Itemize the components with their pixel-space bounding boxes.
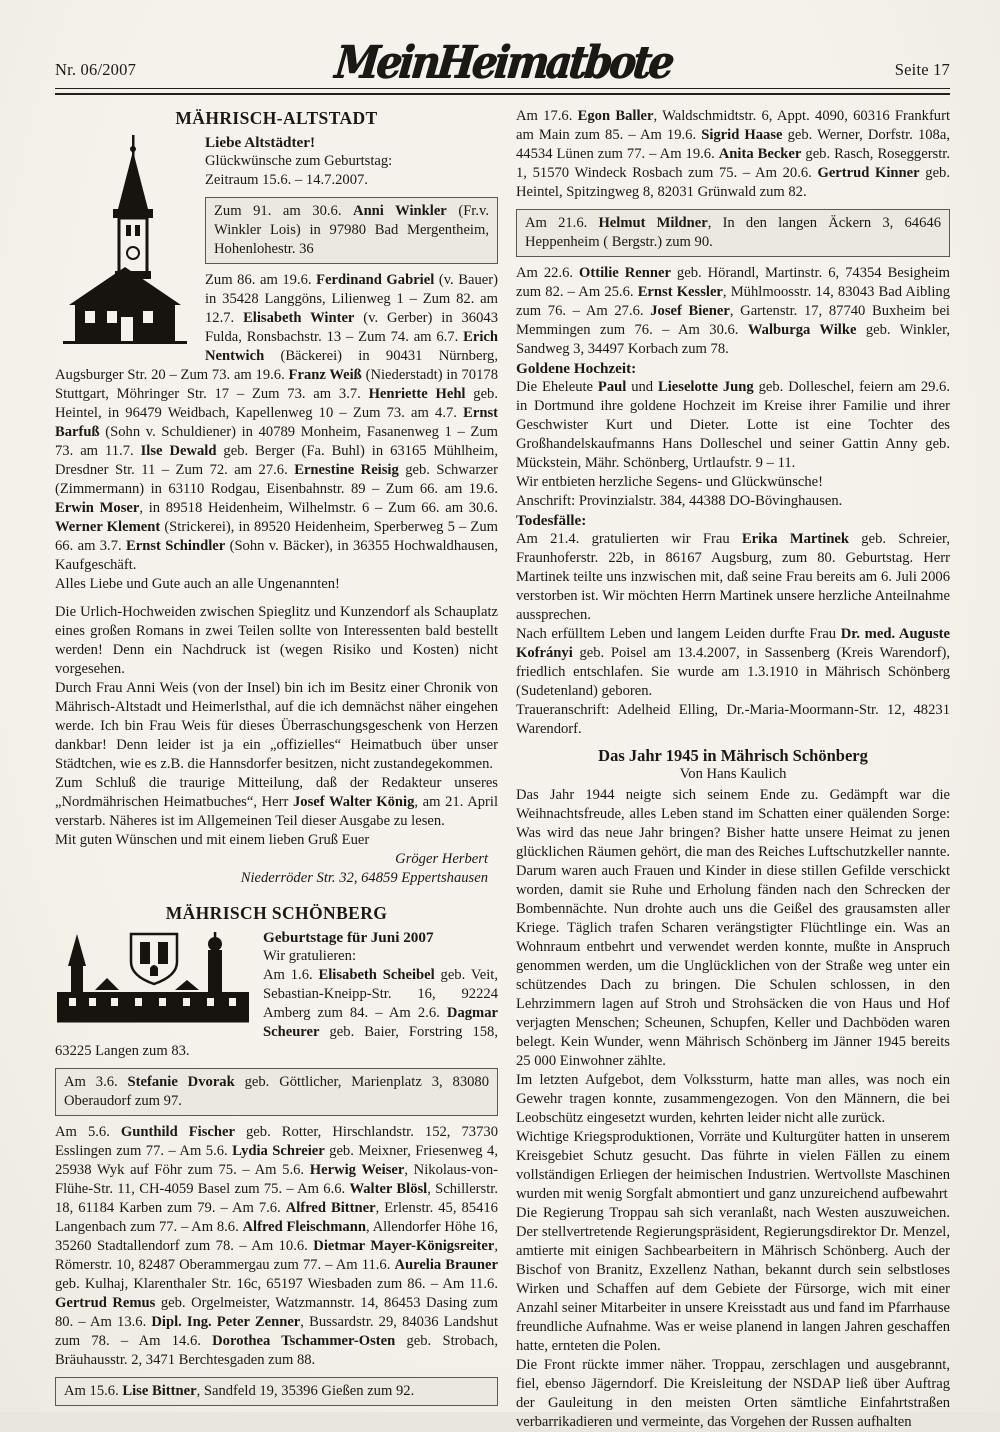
sub-heading: Todesfälle: <box>516 512 587 529</box>
right-column <box>516 107 950 1432</box>
para: Die Regierung Troppau sah sich veranlaßt, nach Westen auszuweichen. Der stellvertretende Regierungspräsident, Regierungsdirektor Dr. Menzel, amtierte mit einigen Sachbearbeitern in Mährisch Schönberg. Auch der Bischof von Branitz, Exzellenz Nathan, bekannt durch sein selbstloses Wirken und Schaffen auf dem Gebiete der Fürsorge, wich mit einer Anzahl seiner Mitarbeiter in unsere Kreisstadt aus und fand im Pfarrhause freundliche Aufnahme. Was er weise planend in langen Jahren geschaffen hatte, ernteten die Polen. <box>516 1205 950 1354</box>
para: Das Jahr 1944 neigte sich seinem Ende zu. Gedämpft war die Weihnachtsfreude, alles Leben stand im Schatten einer quälenden Sorge: Was wird das neue Jahr bringen? Bisher hatte unsere Heimat zu jenen glücklichen Räumen gehört, die man des Reiches Luftschutzkeller nannte. Darum waren auch Frauen und Kinder in diese stillen Gefilde verschickt worden, damit sie Ruhe und Erholung fänden nach den Schrecken der Bombennächte. Nun drohte auch uns die Geißel des grausamsten aller Kriege. Täglich trafen Scharen verängstigter Flüchtlinge ein. Was an Wohnraum entbehrt und verwendet werden konnte, mußte in Anspruch genommen werden, um die Unglücklichen von der Straße weg unter ein schützendes Dach zu bringen. Die Schulen schlossen, in den Lehrzimmern lagen auf Stroh und Strohsäcken die von Haus und Hof verjagten Menschen; Scheunen, Schupfen, Keller und Dachböden waren belegt. Kein Wunder, wenn Mährisch Schönberg im Jänner 1945 bereits 25 000 Einwohner zählte. <box>516 787 950 1069</box>
townscape-coat-of-arms-illustration <box>55 930 251 1024</box>
sub-heading: Goldene Hochzeit: <box>516 360 637 377</box>
para: Die Front rückte immer näher. Troppau, zerschlagen und ausgebrannt, fiel, ebenso Jägerndorf. Die Kreisleitung der NSDAP ließ über Auftrag der Gauleitung in den meisten Orten sämtliche Einfahrtstraßen verbarrikadieren und vermeinte, das Vorgehen der Russen aufhalten <box>516 1357 950 1430</box>
plain: Alles Liebe und Gute auch an alle Ungenannten! <box>55 576 340 592</box>
para: Zum 86. am 19.6. Ferdinand Gabriel (v. Bauer) in 35428 Langgöns, Lilienweg 1 – Zum 82. am 12.7. Elisabeth Winter (v. Gerber) in 36043 Fulda, Ronsbachstr. 13 – Zum 74. am 6.7. Erich Nentwich (Bäckerei) in 90431 Nürnberg, Augsburger Str. 20 – Zum 73. am 19.6. Franz Weiß (Niederstadt) in 70178 Stuttgart, Möhringer Str. 17 – Zum 73. am 3.7. Henriette Hehl geb. Heintel, in 96479 Weidbach, Kapellenweg 10 – Zum 73. am 4.7. Ernst Barfuß (Sohn v. Schuldiener) in 40789 Monheim, Fasanenweg 1 – Zum 73. am 11.7. Ilse Dewald geb. Berger (Fa. Buhl) in 63165 Mühlheim, Dresdner Str. 11 – Zum 72. am 27.6. Ernestine Reisig geb. Schwarzer (Zimmermann) in 63110 Rodgau, Eisenbahnstr. 89 – Zum 66. am 19.6. Erwin Moser, in 89518 Heidenheim, Wilhelmstr. 6 – Zum 66. am 30.6. Werner Klement (Strickerei), in 89520 Heidenheim, Sperberweg 5 – Zum 66. am 3.7. Ernst Schindler (Sohn v. Bäcker), in 36355 Hochwaldhausen, Kaufgeschäft. <box>55 272 499 573</box>
sig: Gröger Herbert <box>395 851 488 867</box>
page-header <box>55 34 950 89</box>
section-heading: MÄHRISCH SCHÖNBERG <box>165 903 388 923</box>
left-column <box>55 107 498 1432</box>
plain: Wir gratulieren: <box>263 948 357 964</box>
article-title: Das Jahr 1945 in Mährisch Schönberg <box>598 746 868 765</box>
para: Am 17.6. Egon Baller, Waldschmidtstr. 6, Appt. 4090, 60316 Frankfurt am Main zum 85. – Am 19.6. Sigrid Haase geb. Werner, Dorfstr. 108a, 44534 Lünen zum 77. – Am 19.6. Anita Becker geb. Rasch, Roseggerstr. 1, 51570 Windeck Rosbach zum 75. – Am 20.6. Gertrud Kinner geb. Heintel, Spitzingweg 8, 82031 Grünwald zum 82. <box>516 108 951 200</box>
header-double-rule <box>55 88 950 95</box>
boxed-entry: Am 3.6. Stefanie Dvorak geb. Göttlicher, Marienplatz 3, 83080 Oberaudorf zum 97. <box>55 1068 498 1116</box>
para: Am 22.6. Ottilie Renner geb. Hörandl, Martinstr. 6, 74354 Besigheim zum 82. – Am 25.6. Ernst Kessler, Mühlmoosstr. 14, 83043 Bad Aibling zum 76. – Am 27.6. Josef Biener, Gartenstr. 17, 87740 Buxheim bei Memmingen zum 76. – Am 30.6. Walburga Wilke geb. Winkler, Sandweg 3, 34497 Korbach zum 78. <box>516 265 950 357</box>
para: Zum Schluß die traurige Mitteilung, daß der Redakteur unseres „Nordmährischen Heimatbuches“, Herr Josef Walter König, am 21. April verstarb. Näheres ist im Allgemeinen Teil dieser Ausgabe zu lesen. <box>55 775 498 829</box>
para: Wichtige Kriegsproduktionen, Vorräte und Kulturgüter hatten in unserem Kreisgebiet Schutz gesucht. Das führte in vielen Fällen zu einem vollständigen Erliegen der heimischen Industrien. Wertvollste Maschinen wurden mit wenig Sorgfalt abmontiert und ganz unzureichend aufbewahrt <box>516 1129 950 1202</box>
para: Traueranschrift: Adelheid Elling, Dr.-Maria-Moormann-Str. 12, 48231 Warendorf. <box>516 702 950 737</box>
church-tower-illustration <box>55 135 193 347</box>
sub-heading: Geburtstage für Juni 2007 <box>263 929 434 946</box>
masthead-title: MeinHeimatbote <box>331 36 674 89</box>
para: Am 5.6. Gunthild Fischer geb. Rotter, Hirschlandstr. 152, 73730 Esslingen zum 77. – Am 5.6. Lydia Schreier geb. Meixner, Friesenweg 4, 25938 Wyk auf Föhr zum 75. – Am 5.6. Herwig Weiser, Nikolaus-von-Flühe-Str. 11, CH-4059 Basel zum 75. – Am 6.6. Walter Blösl, Schillerstr. 18, 61184 Karben zum 79. – Am 7.6. Alfred Bittner, Erlenstr. 45, 85416 Langenbach zum 77. – Am 8.6. Alfred Fleischmann, Allendorfer Höhe 16, 35260 Stadtallendorf zum 78. – Am 10.6. Dietmar Mayer-Königsreiter, Römerstr. 10, 82487 Oberammergau zum 77. – Am 11.6. Aurelia Brauner geb. Kulhaj, Klarenthaler Str. 16c, 65197 Wiesbaden zum 86. – Am 11.6. Gertrud Remus geb. Orgelmeister, Watzmannstr. 14, 86453 Dasing zum 80. – Am 13.6. Dipl. Ing. Peter Zenner, Bussardstr. 29, 84036 Landshut zum 78. – Am 14.6. Dorothea Tschammer-Osten geb. Strobach, Bräuhausstr. 2, 3471 Berchtesgaden zum 88. <box>55 1124 499 1368</box>
boxed-entry: Zum 91. am 30.6. Anni Winkler (Fr.v. Winkler Lois) in 97980 Bad Mergentheim, Hohenlohestr. 36 <box>205 197 498 264</box>
plain: Anschrift: Provinzialstr. 384, 44388 DO-Bövinghausen. <box>516 493 843 509</box>
para: Durch Frau Anni Weis (von der Insel) bin ich im Besitz einer Chronik von Mährisch-Altstadt und Heimerlsthal, auf die ich demnächst näher eingehen werde. Ich bin Frau Weis für dieses Überraschungsgeschenk von Herzen dankbar! Denn leider ist ja ein „offizielles“ Heimatbuch über unser Städtchen, wie es z.B. die Hannsdorfer besitzen, nicht zustandegekommen. <box>55 680 498 772</box>
plain: Mit guten Wünschen und mit einem lieben Gruß Euer <box>55 832 370 848</box>
boxed-entry: Am 21.6. Helmut Mildner, In den langen Äckern 3, 64646 Heppenheim ( Bergstr.) zum 90. <box>516 209 950 257</box>
plain: Wir entbieten herzliche Segens- und Glückwünsche! <box>516 474 823 490</box>
para: Im letzten Aufgebot, dem Volkssturm, hatte man alles, was noch ein Gewehr tragen konnte, zusammengezogen. Von den Männern, die bei Leobschütz eingesetzt wurden, kehrten leider nicht alle zurück. <box>516 1072 950 1126</box>
issue-number: Nr. 06/2007 <box>55 60 137 79</box>
sub-heading: Liebe Altstädter! <box>205 134 316 151</box>
boxed-entry: Am 15.6. Lise Bittner, Sandfeld 19, 35396 Gießen zum 92. <box>55 1377 498 1406</box>
para: Nach erfülltem Leben und langem Leiden durfte Frau Dr. med. Auguste Kofrányi geb. Poisel am 13.4.2007, in Sassenberg (Kreis Warendorf), friedlich entschlafen. Sie wurde am 1.3.1910 in Mährisch Schönberg (Sudetenland) geboren. <box>516 626 950 699</box>
plain: Glückwünsche zum Geburtstag: <box>205 153 393 169</box>
para: Die Urlich-Hochweiden zwischen Spieglitz und Kunzendorf als Schauplatz eines großen Romans in zwei Teilen sollte von Interessenten bald bestellt werden! Denn ein Nachdruck ist (wegen Risiko und Kosten) nicht vorgesehen. <box>55 604 498 677</box>
plain: Zeitraum 15.6. – 14.7.2007. <box>205 172 368 188</box>
para: Die Eheleute Paul und Lieselotte Jung geb. Dolleschel, feiern am 29.6. in Dortmund ihre goldene Hochzeit im Kreise ihrer Familie und ihrer Geschwister Kurt und Dieter. Lotte ist eine Tochter des Großhandelskaufmanns Hans Dolleschel und seiner Gattin Anny geb. Mückstein, Mähr. Schönberg, Urtlaufstr. 9 – 11. <box>516 379 951 471</box>
para: Am 21.4. gratulierten wir Frau Erika Martinek geb. Schreier, Fraunhoferstr. 22b, in 86167 Augsburg, zum 80. Geburtstag. Herr Martinek teilte uns inzwischen mit, daß seine Frau bereits am 6. Juli 2006 verstorben ist. Wir möchten Herrn Martinek unsere herzliche Anteilnahme aussprechen. <box>516 531 950 623</box>
page-number: Seite 17 <box>894 60 950 79</box>
section-heading: MÄHRISCH-ALTSTADT <box>175 108 378 128</box>
para: Am 1.6. Elisabeth Scheibel geb. Veit, Sebastian-Kneipp-Str. 16, 92224 Amberg zum 84. – Am 2.6. Dagmar Scheurer geb. Baier, Forstring 158, 63225 Langen zum 83. <box>55 967 499 1059</box>
content-columns <box>55 107 950 1432</box>
article-byline: Von Hans Kaulich <box>679 766 787 782</box>
sig: Niederröder Str. 32, 64859 Eppertshausen <box>240 870 488 886</box>
